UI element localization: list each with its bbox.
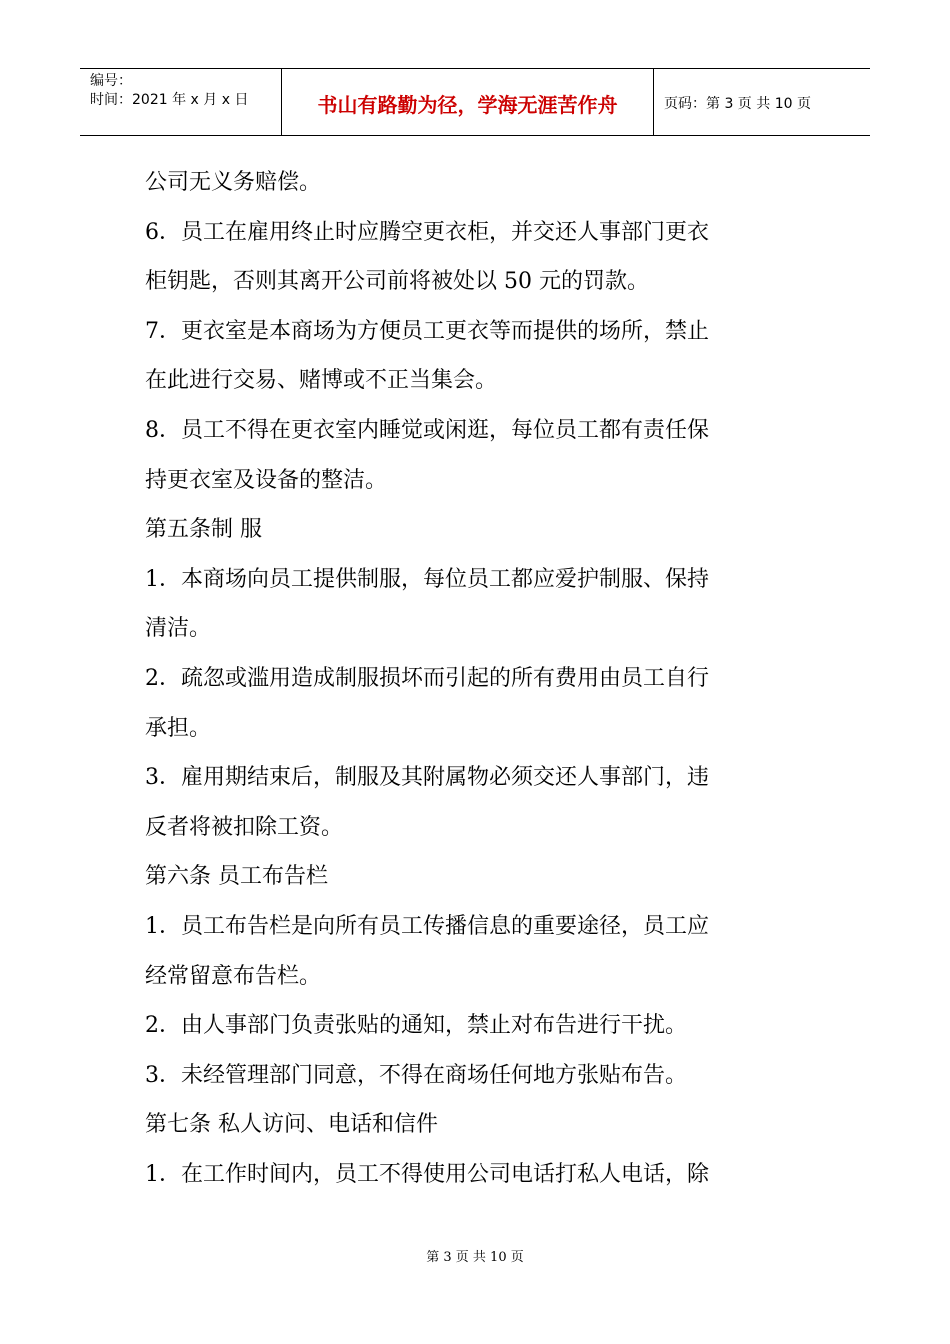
text-line: 3．雇用期结束后，制服及其附属物必须交还人事部门，违 [145,765,709,791]
section-heading: 第六条 员工布告栏 [145,864,328,890]
text-line: 6．员工在雇用终止时应腾空更衣柜，并交还人事部门更衣 [145,219,709,245]
text-line: 2．疏忽或滥用造成制服损坏而引起的所有费用由员工自行 [145,665,709,691]
text-line: 反者将被扣除工资。 [145,814,344,840]
text-line: 柜钥匙，否则其离开公司前将被处以 50 元的罚款。 [145,269,649,295]
date-label: 时间：2021 年 x 月 x 日 [90,92,249,108]
text-line: 1．在工作时间内，员工不得使用公司电话打私人电话，除 [145,1161,709,1187]
text-line: 7．更衣室是本商场为方便员工更衣等而提供的场所，禁止 [145,318,709,344]
header-page-info: 页码：第 3 页 共 10 页 [664,96,811,112]
text-line: 承担。 [145,715,212,741]
document-header [80,68,870,136]
text-line: 2．由人事部门负责张贴的通知，禁止对布告进行干扰。 [145,1013,687,1039]
text-line: 8．员工不得在更衣室内睡觉或闲逛，每位员工都有责任保 [145,417,709,443]
text-line: 公司无义务赔偿。 [145,170,322,195]
section-heading: 第五条制 服 [145,517,262,543]
text-line: 经常留意布告栏。 [145,963,322,989]
text-line: 持更衣室及设备的整洁。 [145,467,388,493]
text-line: 1．本商场向员工提供制服，每位员工都应爱护制服、保持 [145,566,709,592]
document-body [145,158,810,1199]
header-motto: 书山有路勤为径，学海无涯苦作舟 [282,69,654,135]
page-footer: 第 3 页 共 10 页 [426,1250,524,1265]
text-line: 清洁。 [145,616,212,642]
header-meta [80,69,282,135]
text-line: 3．未经管理部门同意，不得在商场任何地方张贴布告。 [145,1062,687,1088]
text-line: 1．员工布告栏是向所有员工传播信息的重要途径，员工应 [145,913,709,939]
number-label: 编号： [90,73,132,89]
text-line: 在此进行交易、赌博或不正当集会。 [145,368,498,394]
section-heading: 第七条 私人访问、电话和信件 [145,1112,438,1138]
